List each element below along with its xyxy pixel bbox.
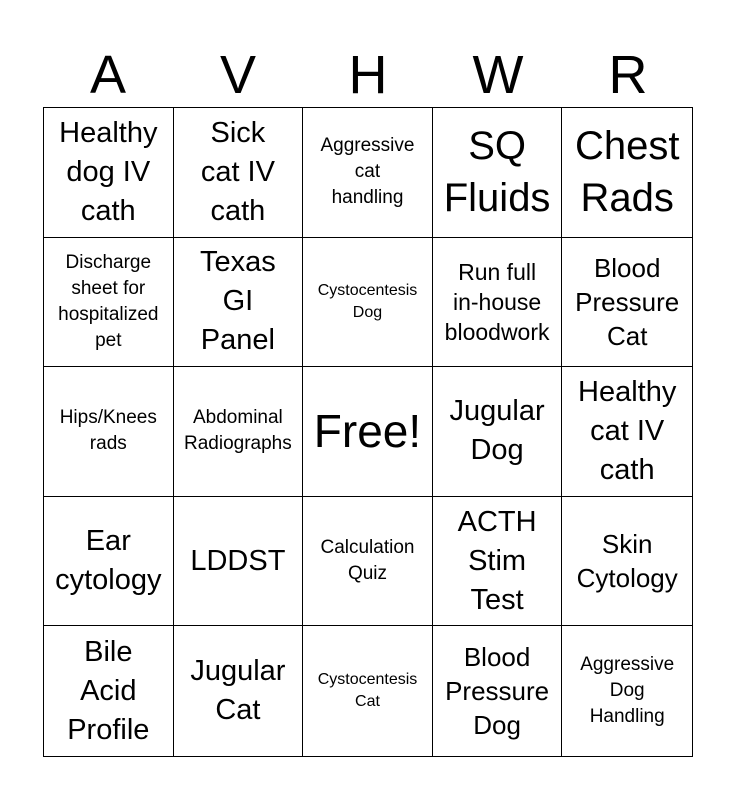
- bingo-cell-label: Hips/Knees rads: [59, 407, 157, 455]
- bingo-cell[interactable]: [303, 626, 433, 756]
- bingo-cell[interactable]: [562, 626, 692, 756]
- bingo-cell-label: Blood Pressure Dog: [445, 642, 550, 741]
- bingo-cell-label: Healthy dog IV cath: [59, 116, 158, 227]
- bingo-cell-label: Aggressive Dog Handling: [580, 654, 675, 728]
- bingo-cell[interactable]: [174, 367, 304, 497]
- bingo-cell-label: Discharge sheet for hospitalized pet: [58, 251, 159, 351]
- free-space-cell[interactable]: [303, 367, 433, 497]
- bingo-cell[interactable]: [44, 238, 174, 368]
- bingo-cell-label: Calculation Quiz: [320, 537, 415, 585]
- bingo-cell[interactable]: [433, 497, 563, 627]
- bingo-cell[interactable]: [433, 108, 563, 238]
- bingo-cell[interactable]: [303, 238, 433, 368]
- bingo-cell-label: Texas GI Panel: [200, 246, 276, 357]
- bingo-cell[interactable]: [44, 108, 174, 238]
- bingo-cell[interactable]: [562, 497, 692, 627]
- bingo-cell-label: Cystocentesis Dog: [317, 281, 418, 321]
- header-letter-v: V: [219, 45, 257, 105]
- bingo-cell[interactable]: [174, 497, 304, 627]
- bingo-cell-label: LDDST: [190, 544, 286, 577]
- bingo-cell-label: SQ Fluids: [443, 124, 551, 221]
- bingo-board: [43, 107, 693, 757]
- bingo-cell-label: Abdominal Radiographs: [184, 407, 292, 455]
- bingo-cell[interactable]: [174, 626, 304, 756]
- bingo-cell[interactable]: [562, 238, 692, 368]
- header-letter-h: H: [348, 45, 388, 105]
- bingo-cell-label: Cystocentesis Cat: [317, 671, 418, 711]
- bingo-cell-label: Jugular Cat: [190, 655, 286, 727]
- bingo-cell[interactable]: [44, 497, 174, 627]
- bingo-cell-label: ACTH Stim Test: [457, 505, 537, 616]
- bingo-cell-label: Skin Cytology: [576, 529, 678, 594]
- bingo-cell[interactable]: [562, 108, 692, 238]
- bingo-cell-label: Free!: [313, 405, 422, 458]
- bingo-cell[interactable]: [303, 108, 433, 238]
- bingo-cell-label: Bile Acid Profile: [67, 635, 150, 746]
- bingo-cell-label: Chest Rads: [574, 124, 680, 221]
- bingo-cell[interactable]: [174, 238, 304, 368]
- bingo-cell[interactable]: [303, 497, 433, 627]
- header-letter-r: R: [608, 45, 648, 105]
- bingo-cell[interactable]: [433, 626, 563, 756]
- bingo-cell[interactable]: [433, 238, 563, 368]
- bingo-cell-label: Blood Pressure Cat: [575, 252, 680, 351]
- bingo-cell[interactable]: [44, 626, 174, 756]
- bingo-cell-label: Sick cat IV cath: [200, 116, 275, 227]
- bingo-cell[interactable]: [174, 108, 304, 238]
- bingo-cell-label: Healthy cat IV cath: [578, 375, 677, 486]
- header-letter-w: W: [472, 45, 524, 105]
- bingo-cell-label: Aggressive cat handling: [320, 135, 415, 209]
- bingo-cell[interactable]: [562, 367, 692, 497]
- bingo-cell[interactable]: [433, 367, 563, 497]
- bingo-header: [43, 44, 693, 106]
- bingo-cell[interactable]: [44, 367, 174, 497]
- header-letter-a: A: [89, 45, 127, 105]
- bingo-cell-label: Jugular Dog: [449, 395, 545, 467]
- bingo-cell-label: Ear cytology: [55, 525, 162, 597]
- bingo-cell-label: Run full in-house bloodwork: [444, 258, 550, 345]
